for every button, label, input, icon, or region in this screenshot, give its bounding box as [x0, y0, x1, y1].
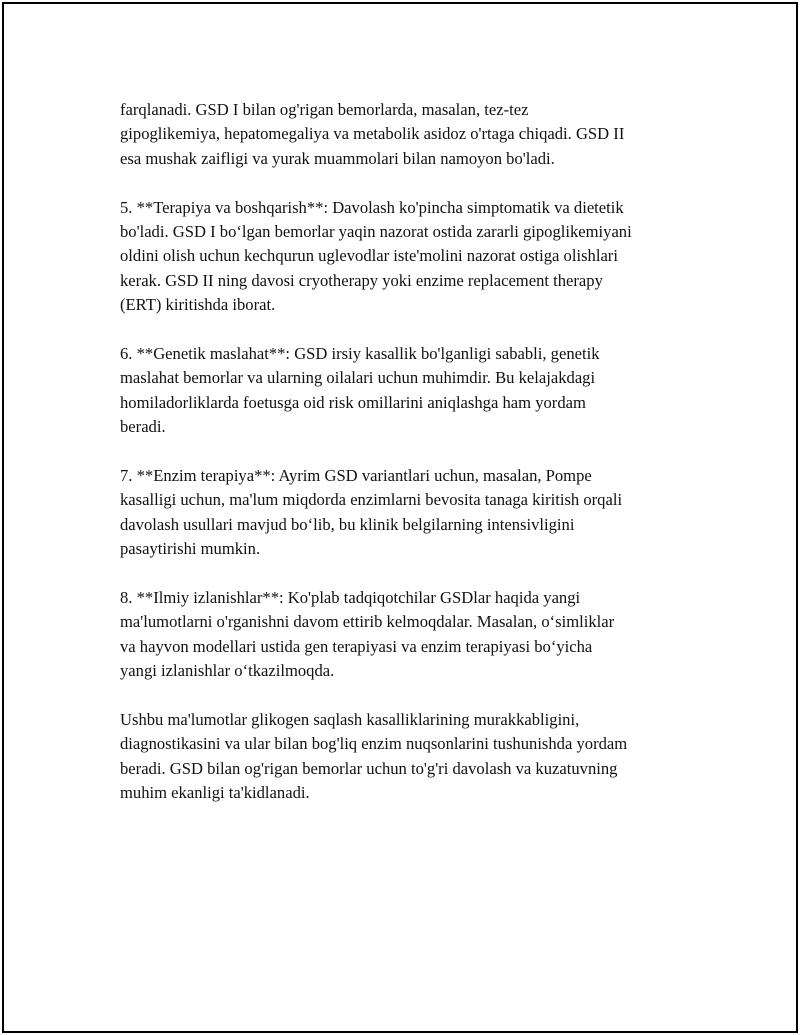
text-line: 6. **Genetik maslahat**: GSD irsiy kasallik bo'lganligi sababli, genetik — [120, 344, 600, 364]
paragraph-research — [120, 586, 700, 684]
text-line: yangi izlanishlar o‘tkazilmoqda. — [120, 661, 335, 681]
text-line: 5. **Terapiya va boshqarish**: Davolash ko'pincha simptomatik va dietetik — [120, 197, 624, 217]
text-line: beradi. GSD bilan og'rigan bemorlar uchun to'g'ri davolash va kuzatuvning — [120, 758, 618, 778]
text-line: farqlanadi. GSD I bilan og'rigan bemorlarda, masalan, tez-tez — [120, 100, 529, 119]
text-line: oldini olish uchun kechqurun uglevodlar iste'molini nazorat ostiga olishlari — [120, 246, 618, 266]
text-line: (ERT) kiritishda iborat. — [120, 295, 276, 315]
text-line: davolash usullari mavjud bo‘lib, bu klinik belgilarning intensivligini — [120, 514, 575, 534]
text-line: beradi. — [120, 417, 166, 437]
paragraph-conclusion — [120, 708, 700, 806]
text-line: bo'ladi. GSD I bo‘lgan bemorlar yaqin nazorat ostida zararli gipoglikemiyani — [120, 222, 632, 242]
text-line: homiladorliklarda foetusga oid risk omillarini aniqlashga ham yordam — [120, 392, 586, 412]
text-line: Ushbu ma'lumotlar glikogen saqlash kasalliklarining murakkabligini, — [120, 710, 580, 730]
text-line: kerak. GSD II ning davosi cryotherapy yoki enzime replacement therapy — [120, 270, 603, 290]
text-line: 7. **Enzim terapiya**: Ayrim GSD variantlari uchun, masalan, Pompe — [120, 466, 592, 486]
text-line: ma'lumotlarni o'rganishni davom ettirib kelmoqdalar. Masalan, o‘simliklar — [120, 612, 615, 632]
text-line: muhim ekanligi ta'kidlanadi. — [120, 783, 310, 803]
text-line: pasaytirishi mumkin. — [120, 539, 261, 559]
paragraph-symptoms — [120, 98, 700, 171]
text-line: maslahat bemorlar va ularning oilalari uchun muhimdir. Bu kelajakdagi — [120, 368, 596, 388]
text-line: 8. **Ilmiy izlanishlar**: Ko'plab tadqiqotchilar GSDlar haqida yangi — [120, 588, 581, 608]
page-frame — [2, 2, 798, 1033]
paragraph-genetic-counseling — [120, 342, 700, 440]
document-body — [120, 98, 700, 806]
text-line: kasalligi uchun, ma'lum miqdorda enzimlarni bevosita tanaga kiritish orqali — [120, 490, 623, 510]
text-line: esa mushak zaifligi va yurak muammolari bilan namoyon bo'ladi. — [120, 148, 555, 168]
text-line: gipoglikemiya, hepatomegaliya va metabolik asidoz o'rtaga chiqadi. GSD II — [120, 124, 625, 144]
paragraph-therapy — [120, 196, 700, 318]
paragraph-enzyme-therapy — [120, 464, 700, 562]
text-line: diagnostikasini va ular bilan bog'liq enzim nuqsonlarini tushunishda yordam — [120, 734, 628, 754]
text-line: va hayvon modellari ustida gen terapiyasi va enzim terapiyasi bo‘yicha — [120, 636, 593, 656]
